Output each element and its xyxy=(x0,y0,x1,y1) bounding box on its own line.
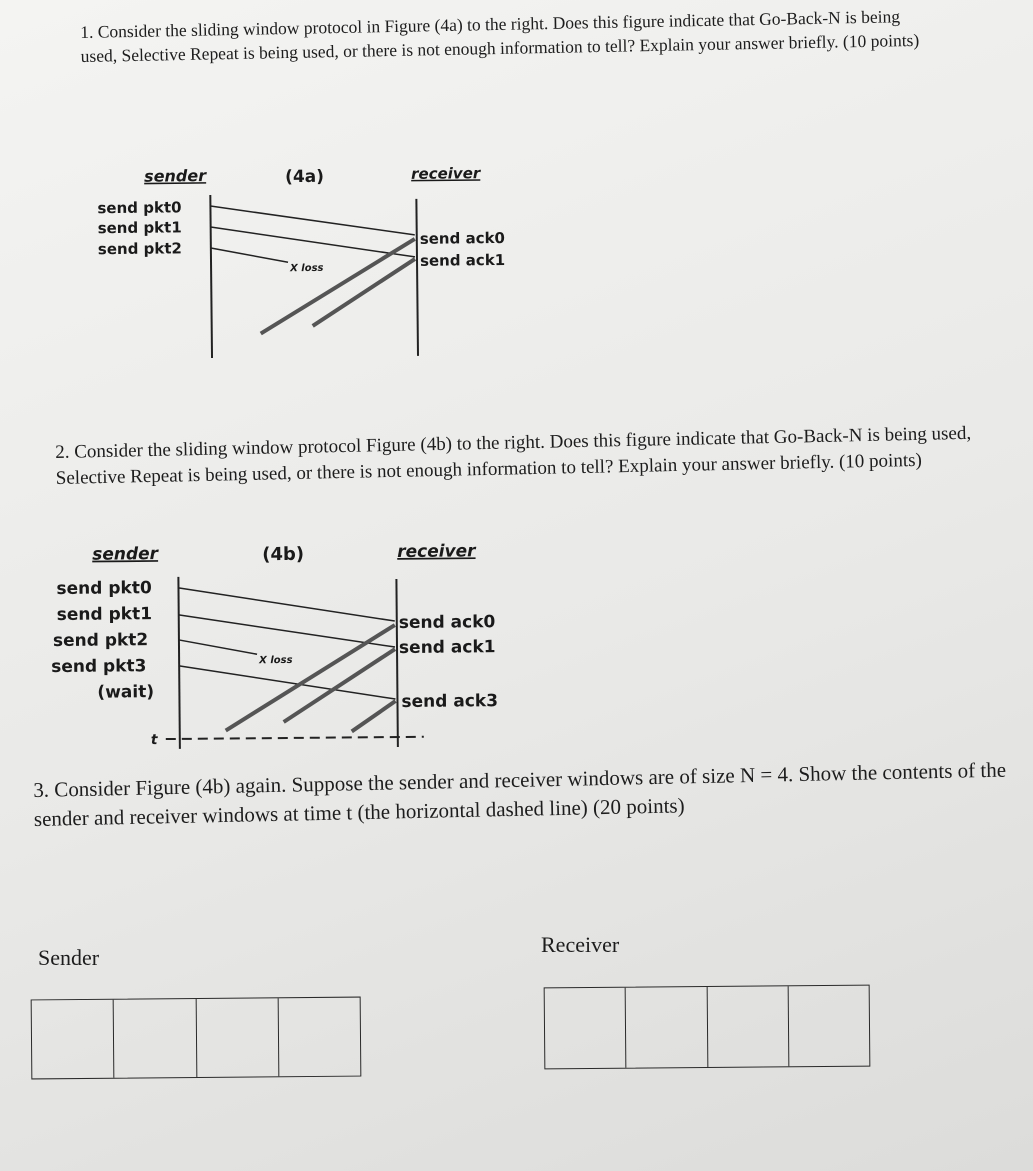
fig-b-title: (4b) xyxy=(262,543,305,566)
fig-a-ack0-arrow xyxy=(260,239,416,334)
fig-a-loss-label: X loss xyxy=(290,262,324,275)
figure-4b xyxy=(45,530,525,765)
fig-b-sender-timeline xyxy=(178,577,180,749)
fig-a-receiver-event: send ack1 xyxy=(419,250,506,270)
receiver-window-slot[interactable] xyxy=(787,986,869,1067)
receiver-window-label: Receiver xyxy=(541,932,620,957)
receiver-window-slot[interactable] xyxy=(706,986,788,1067)
fig-a-sender-event: send pkt2 xyxy=(97,239,183,259)
fig-b-sender-label: sender xyxy=(92,544,159,565)
fig-a-pkt2-arrow xyxy=(211,247,288,263)
sender-window xyxy=(31,997,362,1080)
question-2: 2. Consider the sliding window protocol Figure (4b) to the right. Does this figure indicate that Go-Back-N is being used, Selective Repeat is being used, or there is not enough information to tell? Explain your answer briefly. (10 points) xyxy=(55,422,972,489)
fig-b-ack3-arrow xyxy=(351,701,395,731)
figure-4a xyxy=(90,150,530,375)
question-1: 1. Consider the sliding window protocol in Figure (4a) to the right. Does this figure indicate that Go-Back-N is being used, Selective Repeat is being used, or there is not enough information to tell? Explain your answer briefly. (10 points) xyxy=(80,6,920,66)
fig-b-sender-event: (wait) xyxy=(97,682,155,703)
fig-b-pkt2-arrow xyxy=(179,639,257,655)
fig-b-sender-event: send pkt3 xyxy=(51,656,147,678)
fig-b-pkt0-arrow xyxy=(178,586,394,623)
sender-window-slot[interactable] xyxy=(195,998,278,1077)
fig-a-sender-timeline xyxy=(210,195,212,358)
receiver-window xyxy=(544,985,871,1070)
fig-a-receiver-timeline xyxy=(416,199,418,356)
fig-a-title: (4a) xyxy=(285,166,325,188)
question-3: 3. Consider Figure (4b) again. Suppose the sender and receiver windows are of size N = 4. Show the contents of the sender and receiver windows at time t (the horizontal dashed line) (20 points) xyxy=(33,757,1007,831)
sender-window-slot[interactable] xyxy=(113,999,196,1078)
fig-a-sender-event: send pkt1 xyxy=(97,218,182,238)
fig-a-receiver-event: send ack0 xyxy=(419,228,506,248)
fig-a-sender-label: sender xyxy=(144,166,207,186)
fig-b-sender-event: send pkt0 xyxy=(56,578,152,599)
fig-b-ack0-arrow xyxy=(225,625,396,730)
fig-b-receiver-event: send ack1 xyxy=(398,637,496,659)
fig-b-receiver-event: send ack3 xyxy=(401,691,499,712)
fig-b-time-t-line xyxy=(166,737,424,739)
fig-b-loss-label: X loss xyxy=(259,654,293,667)
fig-b-time-label: t xyxy=(150,732,158,749)
fig-a-sender-event: send pkt0 xyxy=(97,198,182,218)
sender-window-label: Sender xyxy=(38,945,100,970)
fig-b-sender-event: send pkt1 xyxy=(56,604,153,625)
sender-window-slot[interactable] xyxy=(277,998,360,1077)
fig-b-receiver-timeline xyxy=(396,579,397,747)
fig-b-receiver-label: receiver xyxy=(397,541,476,563)
sender-window-slot[interactable] xyxy=(32,1000,114,1079)
receiver-window-slot[interactable] xyxy=(545,988,626,1069)
receiver-window-slot[interactable] xyxy=(625,987,707,1068)
fig-a-receiver-label: receiver xyxy=(411,164,481,183)
fig-b-receiver-event: send ack0 xyxy=(398,612,496,634)
fig-b-sender-event: send pkt2 xyxy=(52,630,149,652)
